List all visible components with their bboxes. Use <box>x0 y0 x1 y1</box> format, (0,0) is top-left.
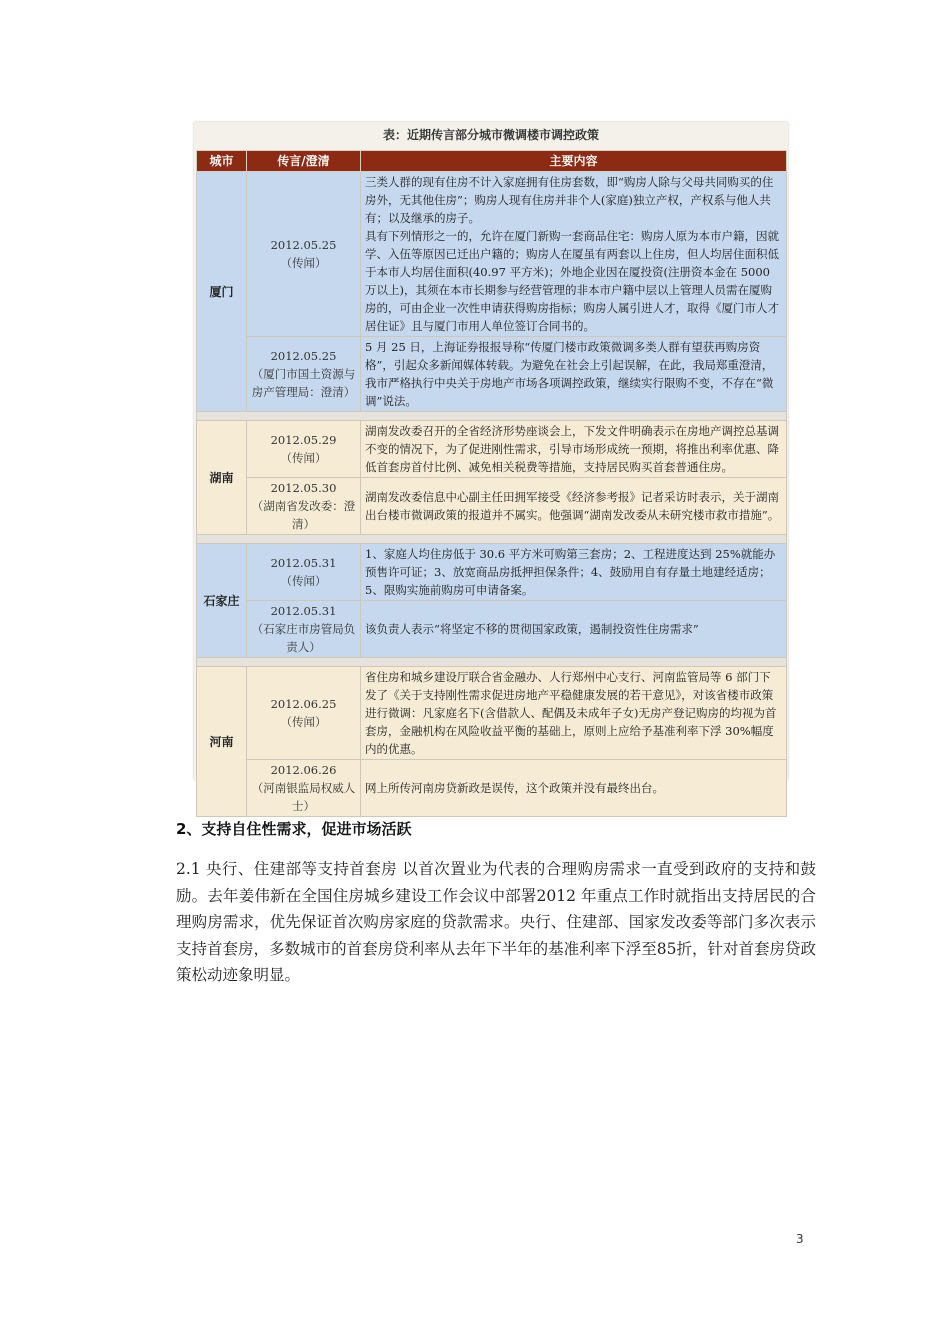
content-cell: 5 月 25 日，上海证券报报导称“传厦门楼市政策微调多类人群有望获再购房资格”，引起众多新闻媒体转载。为避免在社会上引起误解，在此，我局郑重澄清，我市严格执行中央关于房地产市场各项调控政策，继续实行限购不变，不存在“微调”说法。 <box>361 337 787 412</box>
date-cell: 2012.05.25 （厦门市国土资源与房产管理局：澄清） <box>247 337 361 412</box>
content-cell: 省住房和城乡建设厅联合省金融办、人行郑州中心支行、河南监管局等 6 部门下发了《关于支持刚性需求促进房地产平稳健康发展的若干意见》，对该省楼市政策进行微调：凡家庭名下(含借款人、配偶及未成年子女)无房产登记购房的均视为首套房，金融机构在风险收益平衡的基础上，原则上应给予基准利率下浮 30%幅度内的优惠。 <box>361 667 787 760</box>
header-rumor-clarify: 传言/澄清 <box>247 151 361 172</box>
table-row <box>197 667 787 760</box>
page-number: 3 <box>796 1232 804 1246</box>
date-cell: 2012.06.25 （传闻） <box>247 667 361 760</box>
city-cell: 厦门 <box>197 172 247 412</box>
content-cell: 该负责人表示“将坚定不移的贯彻国家政策，遏制投资性住房需求” <box>361 601 787 658</box>
date-cell: 2012.05.31 （传闻） <box>247 544 361 601</box>
section-heading: 2、支持自住性需求，促进市场活跃 <box>176 820 412 838</box>
row-separator <box>197 658 787 667</box>
table-row <box>197 760 787 817</box>
row-separator <box>197 412 787 421</box>
content-cell: 1、家庭人均住房低于 30.6 平方米可购第三套房；2、工程进度达到 25%就能办预售许可证；3、放宽商品房抵押担保条件；4、鼓励用自有存量土地建经适房；5、限购实施前购房可申请备案。 <box>361 544 787 601</box>
content-cell: 湖南发改委召开的全省经济形势座谈会上，下发文件明确表示在房地产调控总基调不变的情况下，为了促进刚性需求，引导市场形成统一预期，将推出利率优惠、降低首套房首付比例、减免相关税费等措施，支持居民购买首套普通住房。 <box>361 421 787 478</box>
header-city: 城市 <box>197 151 247 172</box>
city-cell: 湖南 <box>197 421 247 535</box>
table-header-row <box>197 151 787 172</box>
date-cell: 2012.05.30 （湖南省发改委：澄清） <box>247 478 361 535</box>
table-row <box>197 172 787 337</box>
table-row <box>197 421 787 478</box>
date-cell: 2012.05.31 （石家庄市房管局负责人） <box>247 601 361 658</box>
content-cell: 网上所传河南房贷新政是误传，这个政策并没有最终出台。 <box>361 760 787 817</box>
policy-table-figure <box>194 122 788 813</box>
city-cell: 河南 <box>197 667 247 817</box>
table-row <box>197 337 787 412</box>
date-cell: 2012.05.25 （传闻） <box>247 172 361 337</box>
city-cell: 石家庄 <box>197 544 247 658</box>
header-main-content: 主要内容 <box>361 151 787 172</box>
content-cell: 湖南发改委信息中心副主任田拥军接受《经济参考报》记者采访时表示，关于湖南出台楼市微调政策的报道并不属实。他强调“湖南发改委从未研究楼市救市措施”。 <box>361 478 787 535</box>
table-title: 表：近期传言部分城市微调楼市调控政策 <box>382 128 599 142</box>
date-cell: 2012.05.29 （传闻） <box>247 421 361 478</box>
row-separator <box>197 535 787 544</box>
date-cell: 2012.06.26 （河南银监局权威人士） <box>247 760 361 817</box>
content-cell: 三类人群的现有住房不计入家庭拥有住房套数，即“购房人除与父母共同购买的住房外，无其他住房”；购房人现有住房并非个人(家庭)独立产权，产权系与他人共有；以及继承的房子。 具有下列情形之一的，允许在厦门新购一套商品住宅：购房人原为本市户籍，因就学、入伍等原因已迁出户籍的；购房人在厦虽有两套以上住房，但人均居住面积低于本市人均居住面积(40.97 平方米)；外地企业因在厦投资(注册资本金在 5000 万以上)，其须在本市长期参与经营管理的非本市户籍中层以上管理人员需在厦购房的，可由企业一次性申请获得购房指标；购房人属引进人才，取得《厦门市人才居住证》且与厦门市用人单位签订合同书的。 <box>361 172 787 337</box>
policy-table <box>196 150 787 817</box>
table-row <box>197 601 787 658</box>
table-row <box>197 478 787 535</box>
table-row <box>197 544 787 601</box>
body-paragraph: 2.1 央行、住建部等支持首套房 以首次置业为代表的合理购房需求一直受到政府的支持和鼓励。去年姜伟新在全国住房城乡建设工作会议中部署2012 年重点工作时就指出支持居民的合理购房需求，优先保证首次购房家庭的贷款需求。央行、住建部、国家发改委等部门多次表示支持首套房，多数城市的首套房贷利率从去年下半年的基准利率下浮至85折，针对首套房贷政策松动迹象明显。 <box>176 860 816 984</box>
